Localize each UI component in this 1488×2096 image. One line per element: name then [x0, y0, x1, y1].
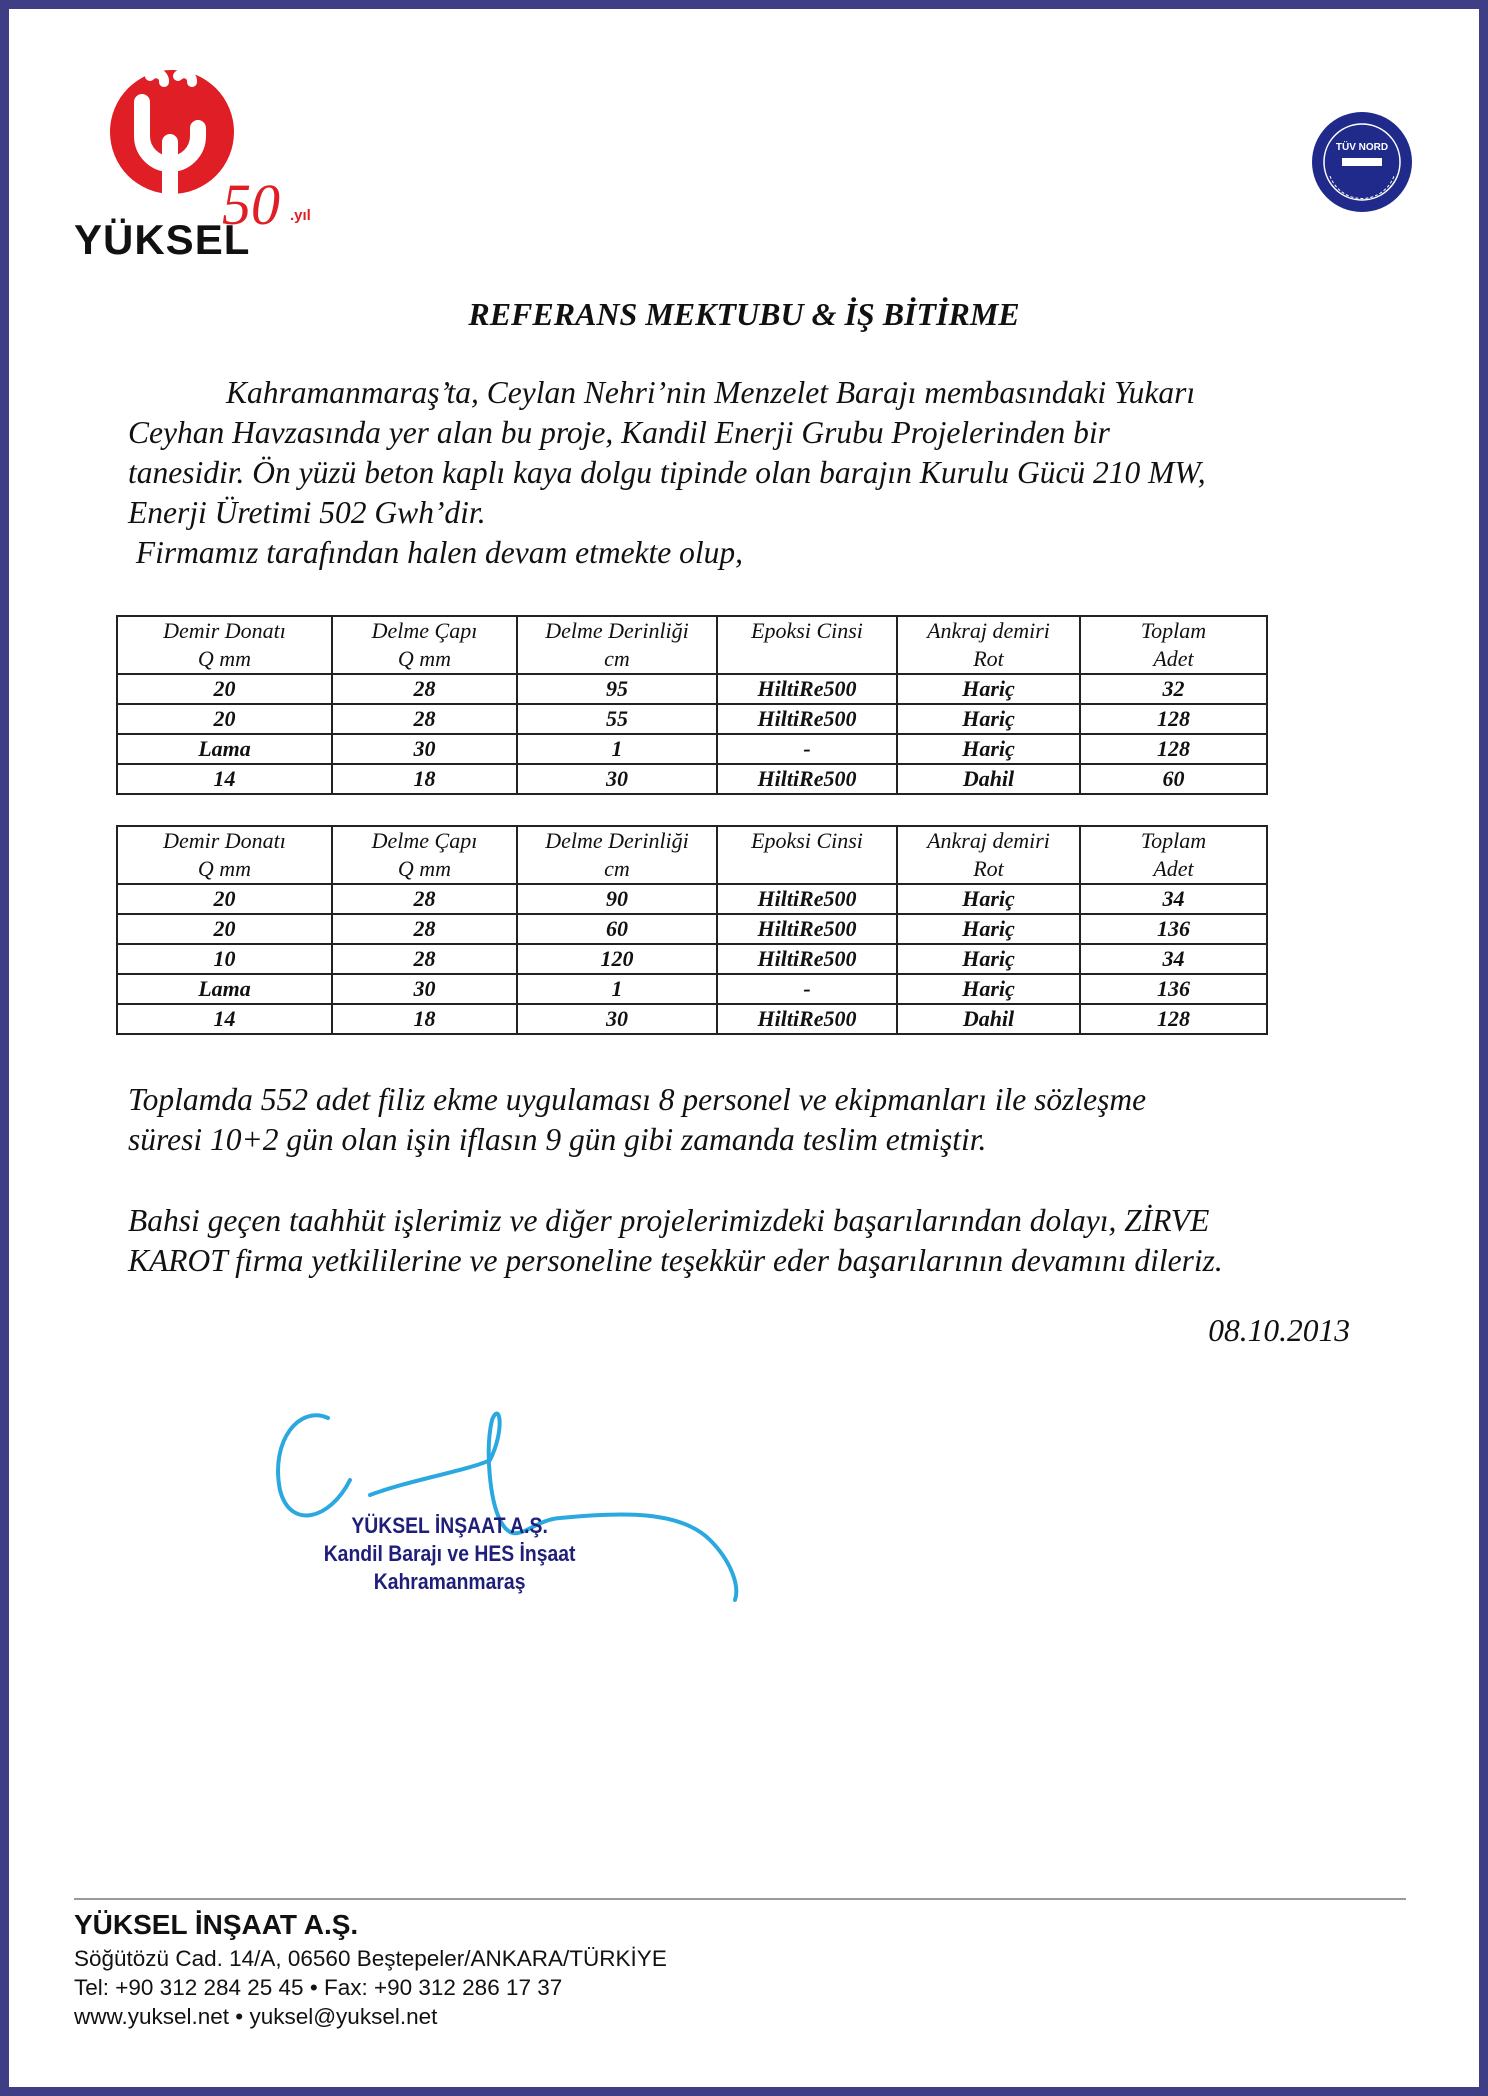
table-cell: 34 — [1080, 944, 1267, 974]
table-cell: - — [717, 974, 897, 1004]
table-cell: HiltiRe500 — [717, 914, 897, 944]
table-cell: 14 — [117, 764, 332, 794]
table-cell: 14 — [117, 1004, 332, 1034]
table-cell: 18 — [332, 1004, 517, 1034]
summary-paragraph — [128, 1080, 1358, 1160]
table-cell: Dahil — [897, 764, 1080, 794]
table-cell: 30 — [332, 734, 517, 764]
table-row — [117, 914, 1267, 944]
table-cell: Hariç — [897, 884, 1080, 914]
stamp-line: Kandil Barajı ve HES İnşaat — [323, 1541, 576, 1566]
table-row — [117, 704, 1267, 734]
intro-line: Ceyhan Havzasında yer alan bu proje, Kandil Enerji Grubu Projelerinden bir — [128, 415, 1110, 450]
tuv-nord-certification-icon — [1310, 110, 1414, 214]
table-cell: 128 — [1080, 704, 1267, 734]
header-toplam: Toplam Adet — [1080, 616, 1267, 674]
table-cell: 136 — [1080, 974, 1267, 1004]
table-cell: 128 — [1080, 734, 1267, 764]
intro-line: Kahramanmaraş’ta, Ceylan Nehri’nin Menzelet Barajı membasındaki Yukarı — [226, 375, 1196, 410]
table-cell: 20 — [117, 674, 332, 704]
header-delme-capi: Delme Çapı Q mm — [332, 826, 517, 884]
thanks-line: Bahsi geçen taahhüt işlerimiz ve diğer projelerimizdeki başarılarından dolayı, ZİRVE — [128, 1203, 1210, 1238]
header-ankraj-demiri: Ankraj demiri Rot — [897, 826, 1080, 884]
table-cell: HiltiRe500 — [717, 674, 897, 704]
header-demir-donati: Demir Donatı Q mm — [117, 826, 332, 884]
cert-mark-text: TÜV NORD — [1335, 142, 1389, 153]
table-cell: 128 — [1080, 1004, 1267, 1034]
table-row — [117, 944, 1267, 974]
header-delme-derinligi: Delme Derinliği cm — [517, 616, 717, 674]
table-cell: Lama — [117, 734, 332, 764]
thanks-line: KAROT firma yetkililerine ve personeline teşekkür eder başarılarının devamını dileriz. — [128, 1243, 1223, 1278]
table-cell: 55 — [517, 704, 717, 734]
logo-wordmark: YÜKSEL — [74, 216, 251, 263]
header-epoksi-cinsi: Epoksi Cinsi — [717, 616, 897, 674]
company-stamp — [300, 1512, 599, 1596]
table-cell: 32 — [1080, 674, 1267, 704]
table-cell: Hariç — [897, 674, 1080, 704]
intro-line: Firmamız tarafından halen devam etmekte olup, — [128, 535, 744, 570]
table-row — [117, 884, 1267, 914]
table-cell: 60 — [1080, 764, 1267, 794]
table-cell: 60 — [517, 914, 717, 944]
table-cell: 136 — [1080, 914, 1267, 944]
table-cell: 34 — [1080, 884, 1267, 914]
table-row — [117, 974, 1267, 1004]
table-cell: 28 — [332, 914, 517, 944]
table-cell: 30 — [332, 974, 517, 1004]
table-cell: HiltiRe500 — [717, 764, 897, 794]
footer-divider — [74, 1898, 1406, 1900]
table-cell: 30 — [517, 1004, 717, 1034]
table-cell: Hariç — [897, 944, 1080, 974]
letter-date: 08.10.2013 — [1208, 1313, 1350, 1348]
table-cell: 120 — [517, 944, 717, 974]
table-row — [117, 734, 1267, 764]
table-cell: 20 — [117, 884, 332, 914]
table-cell: 18 — [332, 764, 517, 794]
table-cell: 28 — [332, 944, 517, 974]
footer-company: YÜKSEL İNŞAAT A.Ş. — [74, 1909, 359, 1940]
table-row — [117, 1004, 1267, 1034]
footer-web: www.yuksel.net • yuksel@yuksel.net — [74, 2004, 438, 2029]
table-header-row — [117, 826, 1267, 884]
table-cell: 90 — [517, 884, 717, 914]
table-cell: Hariç — [897, 974, 1080, 1004]
document-title: REFERANS MEKTUBU & İŞ BİTİRME — [468, 296, 1020, 332]
anniversary-mark: 50 — [222, 172, 280, 237]
table-row — [117, 764, 1267, 794]
table-cell: 30 — [517, 764, 717, 794]
table-cell: 1 — [517, 734, 717, 764]
anchorage-table-1 — [116, 615, 1268, 795]
table-cell: Hariç — [897, 914, 1080, 944]
table-cell: 95 — [517, 674, 717, 704]
stamp-line: Kahramanmaraş — [373, 1569, 526, 1594]
intro-line: Enerji Üretimi 502 Gwh’dir. — [128, 495, 486, 530]
table-cell: 28 — [332, 704, 517, 734]
table-cell: HiltiRe500 — [717, 1004, 897, 1034]
intro-line: tanesidir. Ön yüzü beton kaplı kaya dolgu tipinde olan barajın Kurulu Gücü 210 MW, — [128, 455, 1206, 490]
table-cell: 10 — [117, 944, 332, 974]
header-toplam: Toplam Adet — [1080, 826, 1267, 884]
table-cell: 1 — [517, 974, 717, 1004]
table-cell: 20 — [117, 914, 332, 944]
footer — [74, 1906, 667, 2031]
header-delme-derinligi: Delme Derinliği cm — [517, 826, 717, 884]
thanks-paragraph — [128, 1201, 1358, 1281]
intro-paragraph — [128, 373, 1358, 573]
anniversary-suffix: .yıl — [290, 207, 311, 224]
anchorage-table-2 — [116, 825, 1268, 1035]
table-cell: Dahil — [897, 1004, 1080, 1034]
table-row — [117, 674, 1267, 704]
table-cell: - — [717, 734, 897, 764]
table-cell: Lama — [117, 974, 332, 1004]
table-cell: Hariç — [897, 734, 1080, 764]
table-cell: HiltiRe500 — [717, 704, 897, 734]
stamp-line: YÜKSEL İNŞAAT A.Ş. — [351, 1513, 548, 1538]
table-cell: 28 — [332, 884, 517, 914]
header-epoksi-cinsi: Epoksi Cinsi — [717, 826, 897, 884]
footer-address: Söğütözü Cad. 14/A, 06560 Beştepeler/ANKARA/TÜRKİYE — [74, 1946, 667, 1971]
table-cell: 28 — [332, 674, 517, 704]
table-header-row — [117, 616, 1267, 674]
summary-line: süresi 10+2 gün olan işin iflasın 9 gün gibi zamanda teslim etmiştir. — [128, 1122, 987, 1157]
header-demir-donati: Demir Donatı Q mm — [117, 616, 332, 674]
table-cell: 20 — [117, 704, 332, 734]
header-ankraj-demiri: Ankraj demiri Rot — [897, 616, 1080, 674]
footer-phone: Tel: +90 312 284 25 45 • Fax: +90 312 286 17 37 — [74, 1975, 563, 2000]
table-cell: HiltiRe500 — [717, 884, 897, 914]
table-cell: HiltiRe500 — [717, 944, 897, 974]
summary-line: Toplamda 552 adet filiz ekme uygulaması 8 personel ve ekipmanları ile sözleşme — [128, 1082, 1147, 1117]
table-cell: Hariç — [897, 704, 1080, 734]
header-delme-capi: Delme Çapı Q mm — [332, 616, 517, 674]
